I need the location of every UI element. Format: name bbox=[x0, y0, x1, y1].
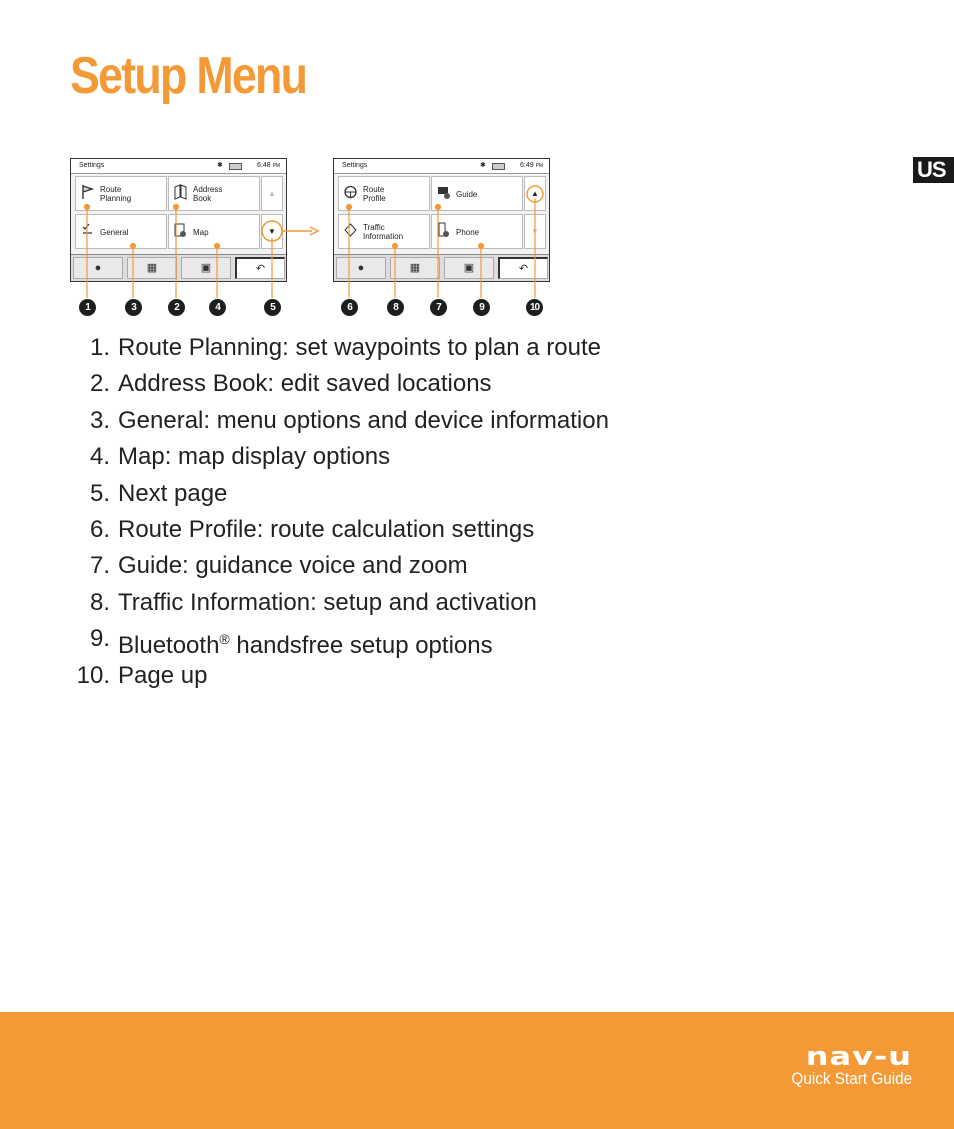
callout-10: 10 bbox=[526, 299, 543, 316]
flag-icon bbox=[81, 184, 94, 200]
traffic-information-button[interactable]: Traffic Information bbox=[338, 214, 430, 249]
toolbar bbox=[334, 254, 549, 281]
callout-4: 4 bbox=[209, 299, 226, 316]
bluetooth-icon: ✱ bbox=[217, 162, 223, 169]
callout-6: 6 bbox=[341, 299, 358, 316]
callout-8: 8 bbox=[387, 299, 404, 316]
calculator-icon[interactable]: ▦ bbox=[390, 257, 440, 279]
back-icon[interactable]: ↶ bbox=[498, 257, 548, 279]
screen-header bbox=[71, 159, 286, 174]
callout-7: 7 bbox=[430, 299, 447, 316]
page-up-button[interactable]: ▲ bbox=[261, 176, 283, 211]
callout-9: 9 bbox=[473, 299, 490, 316]
settings-screenshot-page-1 bbox=[70, 158, 287, 282]
route-planning-button[interactable]: Route Planning bbox=[75, 176, 167, 211]
steering-wheel-icon bbox=[344, 184, 357, 200]
clock: 6:48 PM bbox=[257, 162, 281, 169]
callout-3: 3 bbox=[125, 299, 142, 316]
screen-title: Settings bbox=[342, 162, 368, 169]
briefcase-icon[interactable]: ▣ bbox=[181, 257, 231, 279]
screen-header bbox=[334, 159, 549, 174]
settings-screenshot-page-2 bbox=[333, 158, 550, 282]
callout-5: 5 bbox=[264, 299, 281, 316]
next-page-button[interactable]: ▼ bbox=[261, 214, 283, 249]
next-page-arrow bbox=[280, 224, 320, 238]
guide-icon bbox=[437, 184, 450, 200]
toolbar bbox=[71, 254, 286, 281]
next-page-button[interactable]: ▼ bbox=[524, 214, 546, 249]
footer-subtitle: Quick Start Guide bbox=[791, 1069, 912, 1088]
phone-button[interactable]: Phone bbox=[431, 214, 523, 249]
phone-icon bbox=[437, 222, 450, 238]
footer-band bbox=[0, 1012, 954, 1129]
map-button[interactable]: Map bbox=[168, 214, 260, 249]
speedometer-icon[interactable]: ● bbox=[73, 257, 123, 279]
traffic-icon bbox=[344, 222, 357, 238]
calculator-icon[interactable]: ▦ bbox=[127, 257, 177, 279]
region-tab: US bbox=[913, 157, 954, 183]
speedometer-icon[interactable]: ● bbox=[336, 257, 386, 279]
guide-button[interactable]: Guide bbox=[431, 176, 523, 211]
checklist-icon bbox=[81, 222, 94, 238]
briefcase-icon[interactable]: ▣ bbox=[444, 257, 494, 279]
address-book-button[interactable]: Address Book bbox=[168, 176, 260, 211]
screen-title: Settings bbox=[79, 162, 105, 169]
battery-icon bbox=[229, 163, 242, 170]
battery-icon bbox=[492, 163, 505, 170]
page-title: Setup Menu bbox=[70, 47, 307, 105]
callout-2: 2 bbox=[168, 299, 185, 316]
bluetooth-icon: ✱ bbox=[480, 162, 486, 169]
general-button[interactable]: General bbox=[75, 214, 167, 249]
page-up-button[interactable]: ▲ bbox=[524, 176, 546, 211]
callout-1: 1 bbox=[79, 299, 96, 316]
back-icon[interactable]: ↶ bbox=[235, 257, 285, 279]
book-icon bbox=[174, 184, 187, 200]
route-profile-button[interactable]: Route Profile bbox=[338, 176, 430, 211]
clock: 6:49 PM bbox=[520, 162, 544, 169]
map-icon bbox=[174, 222, 187, 238]
nav-u-logo: nav-u bbox=[805, 1040, 912, 1072]
